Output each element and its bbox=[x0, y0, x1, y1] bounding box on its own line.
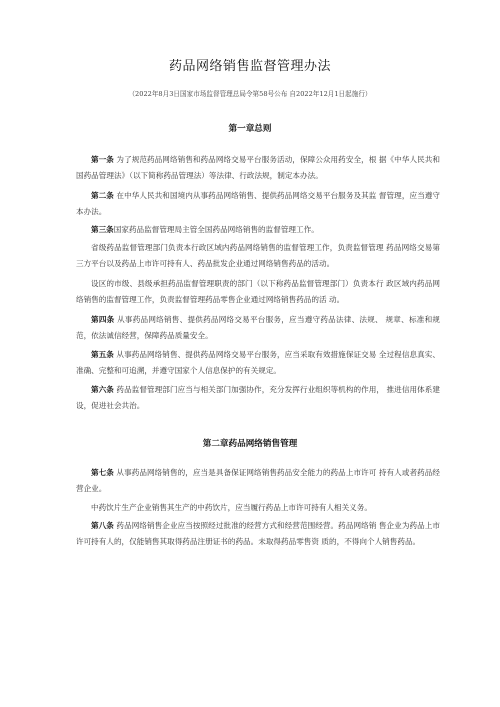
article-text: 为了规范药品网络销售和药品网络交易平台服务活动，保障公众用药安全，根 据《中华人民共和国药品管理法》（以下简称药品管理法）等法律、行政法规，制定本办法。 bbox=[76, 155, 440, 180]
article-label: 第五条 bbox=[91, 350, 114, 359]
article-label: 第三条 bbox=[91, 225, 114, 234]
article-label: 第二条 bbox=[91, 191, 114, 200]
article-paragraph bbox=[76, 500, 440, 516]
article-label: 第一条 bbox=[91, 155, 114, 164]
article-paragraph bbox=[76, 382, 440, 414]
article-paragraph bbox=[76, 188, 440, 220]
article-text: 在中华人民共和国境内从事药品网络销售、提供药品网络交易平台服务及其监 督管理，应当遵守本办法。 bbox=[76, 191, 440, 216]
article-text: 从事药品网络销售的，应当是具备保证网络销售药品安全能力的药品上市许可 持有人或者药品经营企业。 bbox=[76, 468, 440, 493]
article-text: 国家药品监督管理局主管全国药品网络销售的监督管理工作。 bbox=[113, 225, 319, 234]
article-paragraph bbox=[76, 518, 440, 550]
article-text: 从事药品网络销售、提供药品网络交易平台服务，应当采取有效措施保证交易 全过程信息真实、准确、完整和可追溯，并遵守国家个人信息保护的有关规定。 bbox=[76, 350, 440, 375]
article-paragraph bbox=[76, 465, 440, 497]
chapter-heading: 第二章药品网络销售管理 bbox=[202, 439, 298, 449]
article-text: 药品监督管理部门应当与相关部门加强协作，充分发挥行业组织等机构的作用， 推进信用体系建设，促进社会共治。 bbox=[76, 385, 440, 410]
article-label: 第八条 bbox=[91, 521, 114, 530]
article-label: 第六条 bbox=[91, 385, 114, 394]
article-paragraph bbox=[76, 347, 440, 379]
article-paragraph bbox=[76, 312, 440, 344]
article-label: 第七条 bbox=[91, 468, 114, 477]
article-text: 从事药品网络销售、提供药品网络交易平台服务，应当遵守药品法律、法规、 规章、标准和规范，依法诚信经营，保障药品质量安全。 bbox=[76, 315, 440, 340]
article-paragraph bbox=[76, 240, 440, 272]
chapter-heading: 第一章总则 bbox=[228, 124, 272, 134]
article-paragraph bbox=[76, 276, 440, 308]
article-paragraph bbox=[76, 222, 440, 238]
document-subtitle: （2022年8月3日国家市场监督管理总局令第58号公布 自2022年12月1日起施行） bbox=[128, 90, 372, 98]
article-paragraph bbox=[76, 152, 440, 184]
article-text: 中药饮片生产企业销售其生产的中药饮片，应当履行药品上市许可持有人相关义务。 bbox=[91, 503, 372, 512]
article-label: 第四条 bbox=[91, 315, 115, 324]
document-title: 药品网络销售监督管理办法 bbox=[168, 59, 331, 74]
article-text: 省级药品监督管理部门负责本行政区域内药品网络销售的监督管理工作，负责监督管理 药品网络交易第三方平台以及药品上市许可持有人、药品批发企业通过网络销售药品的活动。 bbox=[76, 243, 440, 268]
article-text: 设区的市级、县级承担药品监督管理职责的部门（以下称药品监督管理部门）负责本行 政区域内药品网络销售的监督管理工作，负责监督管理药品零售企业通过网络销售药品的活 动。 bbox=[76, 279, 440, 304]
article-text: 药品网络销售企业应当按照经过批准的经营方式和经营范围经营。药品网络销 售企业为药品上市许可持有人的，仅能销售其取得药品注册证书的药品。未取得药品零售资 质的，不得向个人销售药品。 bbox=[76, 521, 440, 546]
